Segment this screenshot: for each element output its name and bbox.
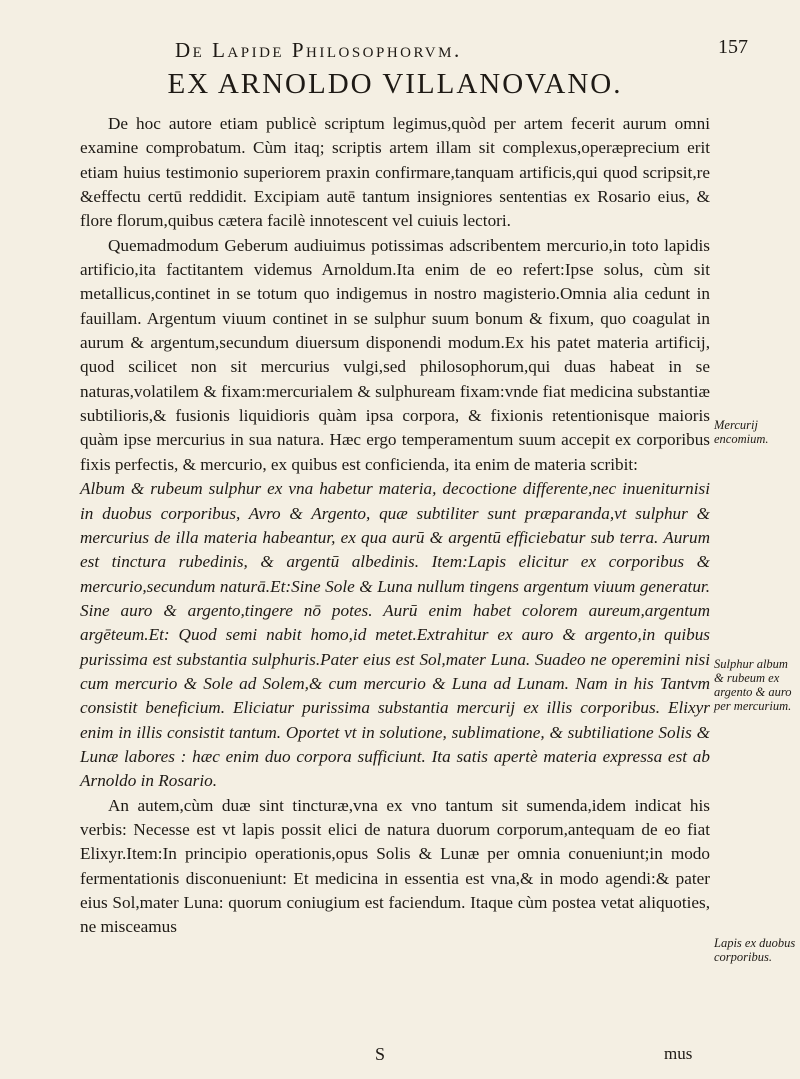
page-number: 157 bbox=[718, 36, 748, 58]
margin-note-sulphur: Sulphur album & rubeum ex argento & auro per mercurium. bbox=[714, 657, 792, 713]
paragraph-mercury: Quemadmodum Geberum audiuimus potissimas adscribentem mercurio,in toto lapidis artificio,ita factitantem videmus Arnoldum.Ita enim de eo refert:Ipse solus, cùm sit metallicus,continet in se totum quo indigemus in nostro magisterio.Omnia alia cedunt in fauillam. Argentum viuum continet in se sulphur suum bonum & fixum, quo coagulat in aurum & argentum,secundum diuersum disponendi modum.Ex his patet materia artificij, quod scilicet non sit mercurius vulgi,sed philosophorum,qui duas habeat in se naturas,volatilem & fixam:mercurialem & sulphuream fixam:vnde fiat medicina substantiæ subtilioris,& fusionis liquidioris quàm ipsa corpora, & fixionis retentionisque maioris quàm ipse mercurius in sua natura. Hæc ergo temperamentum suum accepit ex corporibus fixis perfectis, & mercurio, ex quibus est conficienda, ita enim de materia scribit: bbox=[80, 235, 710, 474]
running-head: De Lapide Philosophorvm. bbox=[175, 38, 462, 62]
catchword: mus bbox=[664, 1044, 693, 1063]
paragraph-two-tinctures: An autem,cùm duæ sint tincturæ,vna ex vno tantum sit sumenda,idem indicat his verbis: Necesse est vt lapis possit elici de natura duorum corporum,antequam de eo fiat Elixyr.Item:In principio operationis,opus Solis & Lunæ per omnia conueniunt;in modo fermentationis disconueniunt: Et medicina in essentia est vna,& in modo agendi:& pater eius Sol,mater Luna: quorum coniugium est faciendum. Itaque cùm postea vetat aliquoties, ne misceamus bbox=[80, 795, 710, 937]
paragraph-intro: De hoc autore etiam publicè scriptum legimus,quòd per artem fecerit aurum omni examine comprobatum. Cùm itaq; scriptis artem illam sit complexus,operæprecium erit etiam huius testimonio superiorem praxin confirmare,tanquam artificis,qui quod scripsit,re &effectu certū reddidit. Excipiam autē tantum insigniores sententias ex Rosario eius, & flore florum,quibus cætera facilè innotescent vel cuiuis lectori. bbox=[80, 114, 710, 231]
section-title: EX ARNOLDO VILLANOVANO. bbox=[167, 68, 623, 100]
paragraph-quotation: Album & rubeum sulphur ex vna habetur materia, decoctione differente,nec inueniturnisi in duobus corporibus, Avro & Argento, quæ subtiliter sunt præparanda,vt sulphur & mercurius de illa materia habeantur, ex qua aurū & argentū efficiebatur sub terra. Aurum est tinctura rubedinis, & argentū albedinis. Item:Lapis elicitur ex corporibus & mercurio,secundum naturā.Et:Sine Sole & Luna nullum tingens argentum viuum generatur. Sine auro & argento,tingere nō potes. Aurū enim habet colorem aureum,argentum argēteum.Et: Quod semi nabit homo,id metet.Extrahitur ex auro & argento,in quibus purissima est substantia sulphuris.Pater eius est Sol,mater Luna. Suadeo ne operemini nisi cum mercurio & Sole ad Solem,& cum mercurio & Luna ad Lunam. Nam in his Tantvm consistit beneficium. Eliciatur purissima substantia mercurij ex illis corporibus. Elixyr enim in illis consistit tantum. Oportet vt in solutione, sublimatione, & subtiliatione Solis & Lunæ labores : hæc enim duo corpora sufficiunt. Ita satis apertè materia expressa est ab Arnoldo in Rosario. bbox=[80, 479, 710, 791]
signature-mark: S bbox=[375, 1044, 386, 1064]
margin-note-mercury: Mercurij encomium. bbox=[714, 418, 769, 446]
body-text bbox=[80, 112, 710, 940]
margin-note-lapis: Lapis ex duobus corporibus. bbox=[714, 936, 796, 964]
